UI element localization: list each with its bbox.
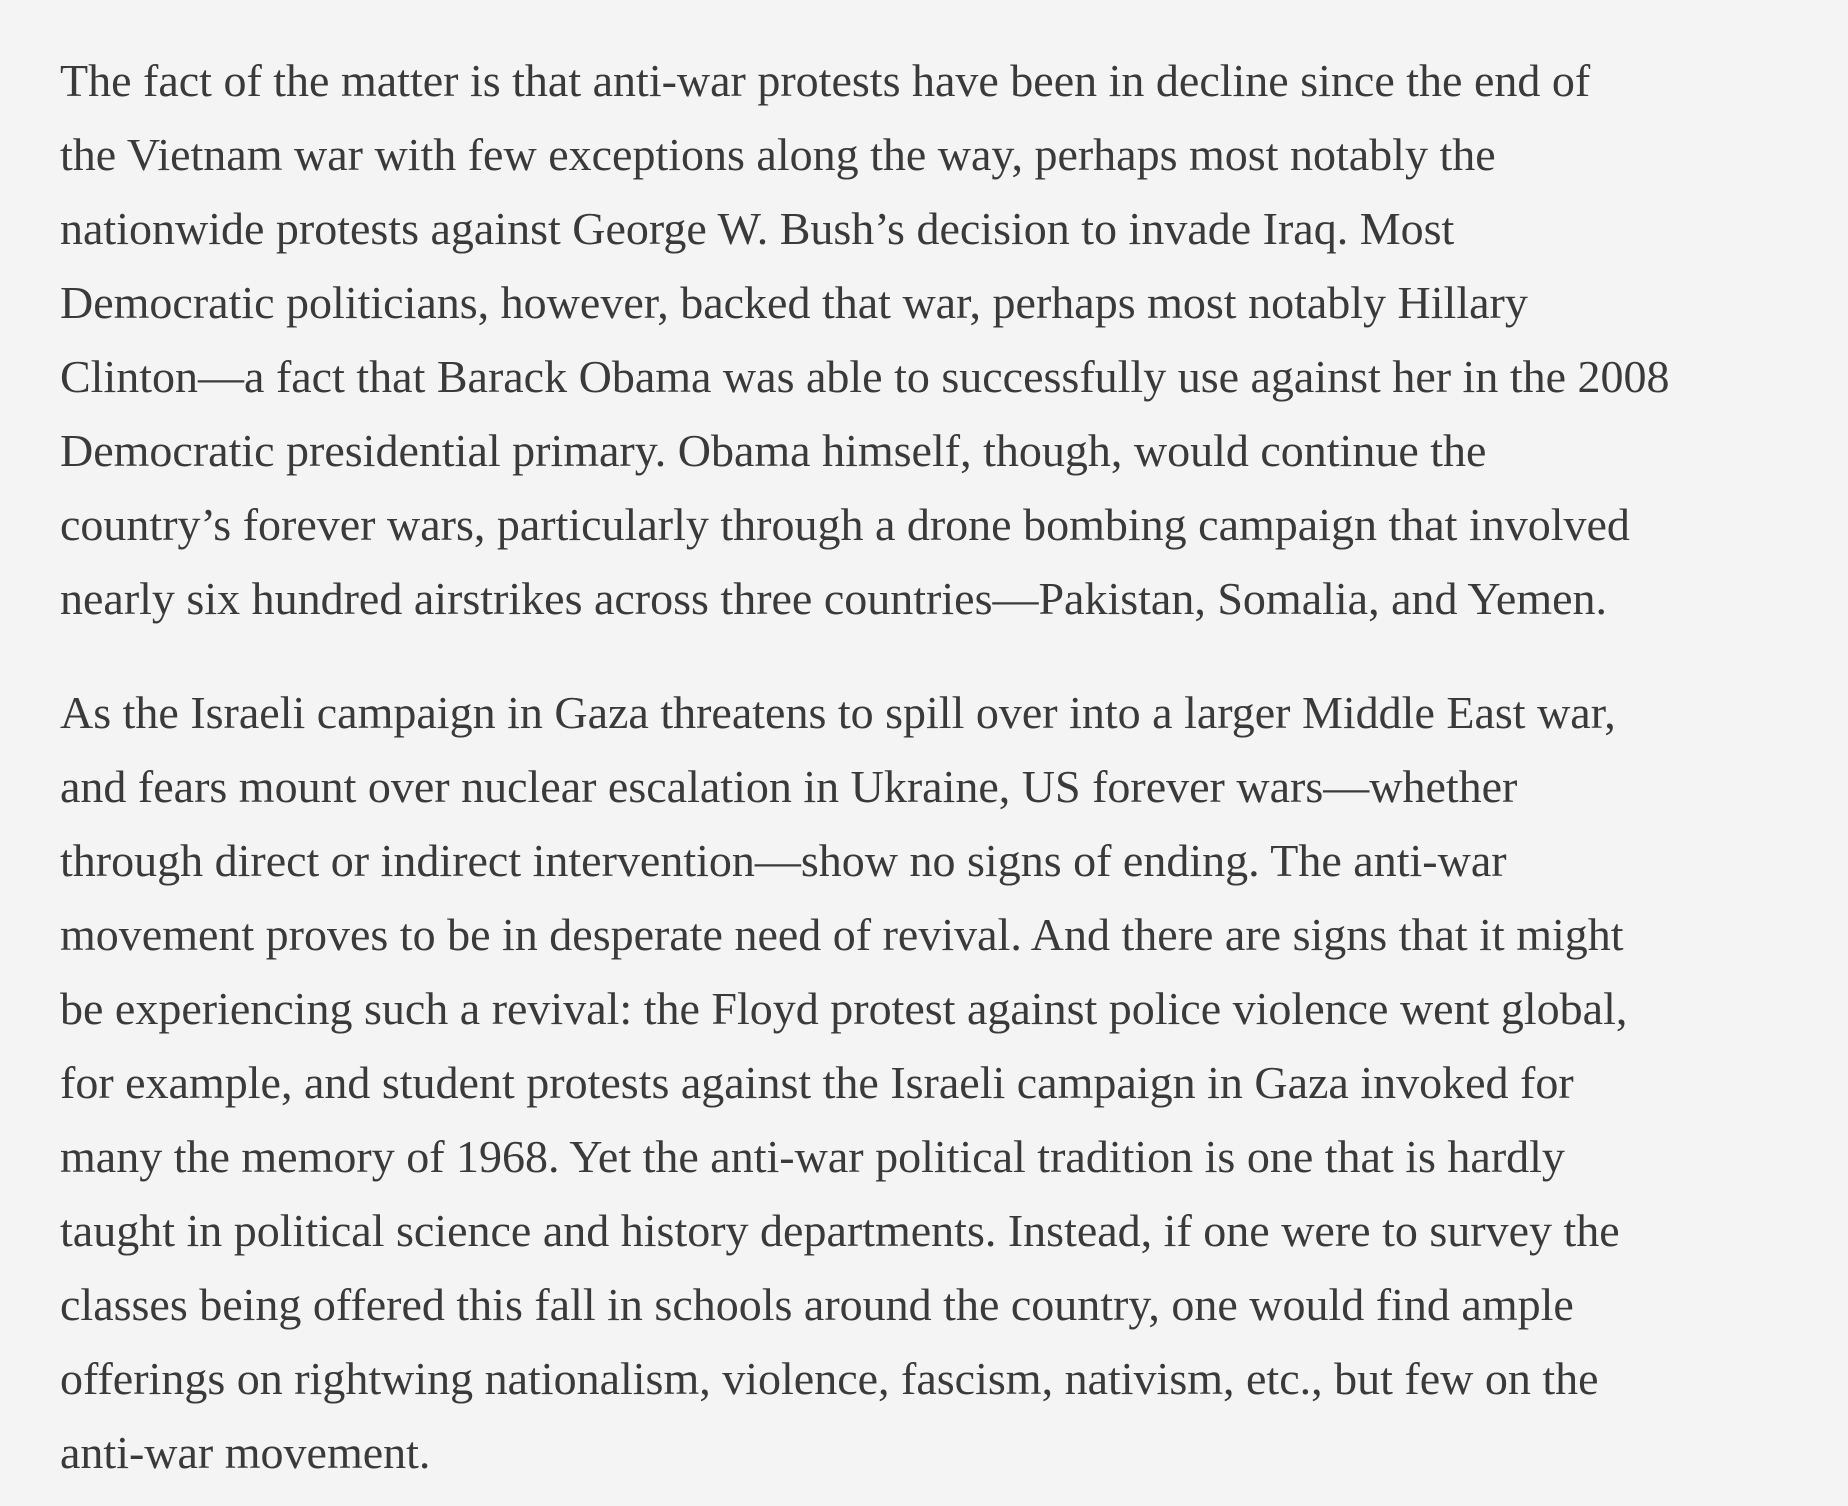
paragraph-line: through direct or indirect intervention—show no signs of ending. The anti-war <box>60 835 1507 886</box>
paragraph-line: nearly six hundred airstrikes across three countries—Pakistan, Somalia, and Yemen. <box>60 573 1608 624</box>
paragraph-line: Democratic politicians, however, backed that war, perhaps most notably Hillary <box>60 277 1528 328</box>
article-paragraph-2 <box>60 676 1820 1490</box>
article-paragraph-1 <box>60 44 1820 636</box>
paragraph-line: offerings on rightwing nationalism, violence, fascism, nativism, etc., but few on the <box>60 1353 1599 1404</box>
paragraph-line: taught in political science and history departments. Instead, if one were to survey the <box>60 1205 1620 1256</box>
paragraph-line: As the Israeli campaign in Gaza threatens to spill over into a larger Middle East war, <box>60 687 1616 738</box>
paragraph-line: for example, and student protests against the Israeli campaign in Gaza invoked for <box>60 1057 1574 1108</box>
paragraph-line: Clinton—a fact that Barack Obama was able to successfully use against her in the 2008 <box>60 351 1670 402</box>
paragraph-line: The fact of the matter is that anti-war protests have been in decline since the end of <box>60 55 1591 106</box>
paragraph-line: country’s forever wars, particularly through a drone bombing campaign that involved <box>60 499 1630 550</box>
paragraph-line: the Vietnam war with few exceptions along the way, perhaps most notably the <box>60 129 1496 180</box>
paragraph-line: and fears mount over nuclear escalation in Ukraine, US forever wars—whether <box>60 761 1518 812</box>
article-body <box>60 44 1820 1490</box>
paragraph-line: anti-war movement. <box>60 1427 431 1478</box>
paragraph-line: many the memory of 1968. Yet the anti-war political tradition is one that is hardly <box>60 1131 1565 1182</box>
paragraph-line: nationwide protests against George W. Bush’s decision to invade Iraq. Most <box>60 203 1455 254</box>
paragraph-line: Democratic presidential primary. Obama himself, though, would continue the <box>60 425 1487 476</box>
paragraph-line: movement proves to be in desperate need of revival. And there are signs that it might <box>60 909 1624 960</box>
paragraph-line: classes being offered this fall in schools around the country, one would find ample <box>60 1279 1574 1330</box>
paragraph-line: be experiencing such a revival: the Floyd protest against police violence went global, <box>60 983 1628 1034</box>
